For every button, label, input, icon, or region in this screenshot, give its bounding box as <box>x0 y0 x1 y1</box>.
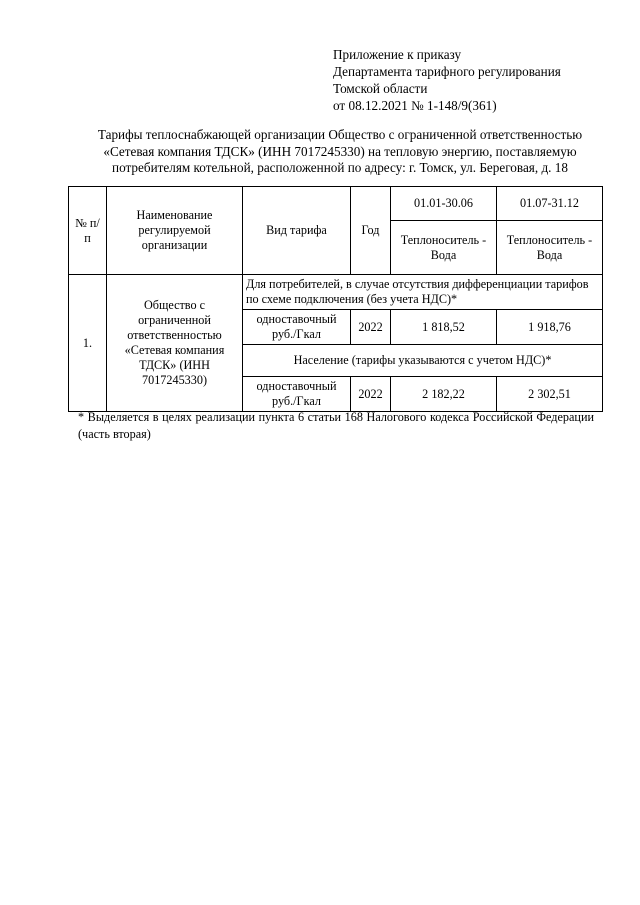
table-row <box>69 275 603 310</box>
header-period-2: 01.07-31.12 <box>497 187 603 221</box>
annex-block <box>333 46 561 114</box>
annex-line-4: от 08.12.2021 № 1-148/9(361) <box>333 98 497 113</box>
section-population: Население (тарифы указываются с учетом НДС)* <box>243 345 603 377</box>
tariff-type-cell: одноставочный руб./Гкал <box>243 377 351 412</box>
footnote: * Выделяется в целях реализации пункта 6 статьи 168 Налогового кодекса Российской Федерации (часть вторая) <box>78 410 594 441</box>
heading-line-3: потребителям котельной, расположенной по адресу: г. Томск, ул. Береговая, д. 18 <box>112 160 568 175</box>
header-year: Год <box>351 187 391 275</box>
value-cell: 2 302,51 <box>497 377 603 412</box>
tariff-table <box>68 186 603 412</box>
section-no-differentiation: Для потребителей, в случае отсутствия дифференциации тарифов по схеме подключения (без учета НДС)* <box>243 275 603 310</box>
heading-line-2: «Сетевая компания ТДСК» (ИНН 7017245330) на тепловую энергию, поставляемую <box>103 143 577 159</box>
document-heading <box>60 127 620 177</box>
annex-line-2: Департамента тарифного регулирования <box>333 64 561 79</box>
header-carrier-1: Теплоноситель - Вода <box>391 221 497 275</box>
year-cell: 2022 <box>351 310 391 345</box>
row-org: Общество с ограниченной ответственностью «Сетевая компания ТДСК» (ИНН 7017245330) <box>107 275 243 412</box>
header-num: № п/п <box>69 187 107 275</box>
annex-line-3: Томской области <box>333 81 428 96</box>
table-header-row <box>69 187 603 221</box>
header-org: Наименование регулируемой организации <box>107 187 243 275</box>
value-cell: 1 818,52 <box>391 310 497 345</box>
header-carrier-2: Теплоноситель - Вода <box>497 221 603 275</box>
year-cell: 2022 <box>351 377 391 412</box>
heading-line-1: Тарифы теплоснабжающей организации Общество с ограниченной ответственностью <box>97 127 583 142</box>
tariff-type-cell: одноставочный руб./Гкал <box>243 310 351 345</box>
value-cell: 2 182,22 <box>391 377 497 412</box>
header-period-1: 01.01-30.06 <box>391 187 497 221</box>
value-cell: 1 918,76 <box>497 310 603 345</box>
header-tariff-type: Вид тарифа <box>243 187 351 275</box>
row-num: 1. <box>69 275 107 412</box>
annex-line-1: Приложение к приказу <box>333 47 462 62</box>
